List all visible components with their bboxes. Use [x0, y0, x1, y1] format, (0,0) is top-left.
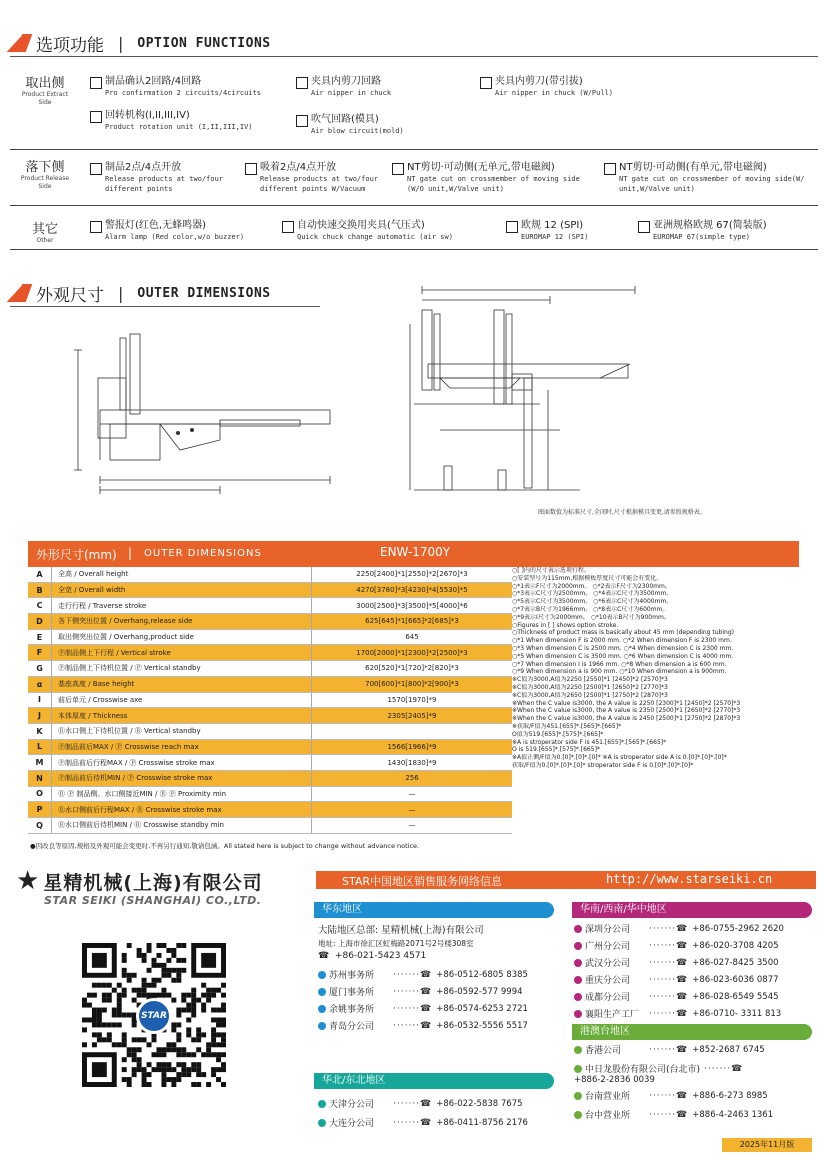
bullet-icon — [574, 942, 582, 950]
checkbox[interactable] — [480, 77, 492, 89]
dimension-desc: Ⓟ制品侧上下待机位置 / Ⓟ Vertical standby — [52, 661, 312, 676]
note-line: ○[ ]内的尺寸表示选项行程。 — [512, 567, 590, 574]
model-name: ENW-1700Y — [380, 545, 451, 559]
dimension-key: B — [28, 583, 52, 598]
dimension-key: J — [28, 708, 52, 723]
dimension-desc: 本体厚度 / Thickness — [52, 708, 312, 723]
office-name: 台南营业所 — [585, 1092, 631, 1102]
office-row — [574, 939, 779, 952]
dimension-desc: 取出侧突出位置 / Overhang,product side — [52, 630, 312, 645]
dimension-desc: 基座高度 / Base height — [52, 677, 312, 692]
dimension-key: C — [28, 598, 52, 613]
option-item[interactable]: NT剪切·可动侧(有单元,带电磁阀) NT gate cut on crossmember of moving side(W/ unit,W/Valve unit) — [604, 162, 804, 194]
dimension-value: 2250[2400]*1[2550]*2[2670]*3 — [356, 570, 468, 579]
office-tel: +886-4-2463 1361 — [692, 1109, 774, 1120]
bullet-icon — [574, 1046, 582, 1054]
dimension-key: N — [28, 771, 52, 786]
dimension-key: A — [28, 567, 52, 582]
dimension-key: I — [28, 693, 52, 708]
dimension-key: E — [28, 630, 52, 645]
dimension-key: L — [28, 740, 52, 755]
checkbox[interactable] — [296, 115, 308, 127]
dimension-value: — — [408, 821, 416, 830]
note-line: ○*7表示B尺寸为1966mm。 ○*8表示C尺寸为600mm。 — [512, 605, 669, 613]
note-line: ※When the C value is3000, the A value is 2350 [2500]*1 [2650]*2 [2770]*3 — [512, 707, 741, 715]
office-row — [574, 1007, 781, 1020]
dimension-key: F — [28, 645, 52, 660]
office-row — [574, 990, 779, 1003]
section-mark-icon — [10, 32, 32, 54]
company-name-en: STAR SEIKI (SHANGHAI) CO.,LTD. — [44, 894, 262, 907]
dimension-value: 2305[2405]*9 — [387, 711, 437, 720]
dimension-value: 1700[2000]*1[2300]*2[2500]*3 — [356, 648, 468, 657]
dimension-row — [28, 818, 512, 834]
note-line: ※C值为3000,A值为2250 [2500]*1 [2650]*2 [2770]*3 — [512, 683, 668, 691]
note-line: ※获取/F值为451.[655]*.[565]*.[665]* — [512, 722, 622, 730]
office-name: 广州分公司 — [585, 942, 631, 952]
note-line: ○*5表示C尺寸为3500mm。 ○*6表示C尺寸为4000mm。 — [512, 598, 673, 606]
dimension-row — [28, 724, 512, 740]
dimension-desc: 全高 / Overall height — [52, 567, 312, 582]
bullet-icon — [574, 1092, 582, 1100]
side-view-drawing — [70, 330, 340, 500]
office-name: 青岛分公司 — [329, 1022, 375, 1032]
option-section-header: 选项功能 | OPTION FUNCTIONS — [10, 30, 271, 56]
front-view-drawing — [400, 280, 650, 510]
dimension-desc: Ⓡ Ⓟ 制品侧、水口侧接近MIN / Ⓡ Ⓟ Proximity min — [52, 787, 312, 802]
dimension-desc: Ⓟ制品前后待机MIN / Ⓟ Crosswise stroke max — [52, 771, 312, 786]
dimension-desc: Ⓡ水口侧前后行程MAX / Ⓡ Crosswise stroke max — [52, 802, 312, 817]
office-tel: +86-020-3708 4205 — [692, 940, 779, 951]
office-row — [574, 956, 779, 969]
phone-icon: ·······☎ — [393, 1117, 433, 1128]
dimension-key: K — [28, 724, 52, 739]
bullet-icon — [318, 1005, 326, 1013]
dimension-table-header: 外形尺寸(mm) | OUTER DIMENSIONS ENW-1700Y — [28, 541, 799, 567]
option-title-cn: 选项功能 — [36, 35, 104, 56]
office-name: 台中营业所 — [585, 1111, 631, 1121]
office-tel: +86-0532-5556 5517 — [436, 1020, 528, 1031]
phone-icon: ·······☎ — [649, 1008, 689, 1019]
bullet-icon — [318, 988, 326, 996]
bullet-icon — [318, 1100, 326, 1108]
company-logo — [16, 866, 263, 896]
dimension-value: 625[645]*1[665]*2[685]*3 — [365, 617, 459, 626]
dimension-key: O — [28, 787, 52, 802]
office-row — [318, 1002, 528, 1015]
dimension-value: 645 — [405, 633, 419, 642]
option-item[interactable]: 回转机构(I,II,III,IV) Product rotation unit (I,II,III,IV) — [90, 110, 253, 132]
office-name: 苏州事务所 — [329, 971, 375, 981]
dimension-value: 1570[1970]*9 — [387, 695, 437, 704]
office-tel: +86-0710- 3311 813 — [692, 1008, 782, 1019]
office-tel: +86-0755-2962 2620 — [692, 923, 784, 934]
dimension-desc: 全宽 / Overall width — [52, 583, 312, 598]
phone-icon: ·······☎ — [649, 957, 689, 968]
dimension-row — [28, 583, 512, 599]
phone-icon: ·······☎ — [393, 986, 433, 997]
office-row — [574, 922, 784, 935]
dimension-value: 700[600]*1[800]*2[900]*3 — [365, 680, 459, 689]
bullet-icon — [574, 925, 582, 933]
dimension-desc: 前后单元 / Crosswise axe — [52, 693, 312, 708]
dimension-key: D — [28, 614, 52, 629]
office-row — [574, 1089, 768, 1102]
bullet-icon — [318, 1022, 326, 1030]
note-line: ※A值正侧/F值为0.[0]*.[0]*.[0]* ※A is stroperator side A is 0.[0]*.[0]*.[0]* — [512, 754, 727, 762]
dimension-value: 3000[2500]*3[3500]*5[4000]*6 — [356, 601, 468, 610]
region-north-header: 华北/东北地区 — [314, 1073, 554, 1089]
phone-icon: ·······☎ — [704, 1063, 744, 1074]
dimension-key: Q — [28, 818, 52, 833]
dimension-notes — [512, 567, 802, 770]
office-row — [574, 1062, 804, 1085]
checkbox[interactable] — [90, 163, 102, 175]
network-title-bar: STAR中国地区销售服务网络信息 http://www.starseiki.cn — [316, 871, 816, 889]
checkbox[interactable] — [282, 221, 294, 233]
option-row-other: 其它 Other 警报灯(红色,无蜂鸣器) Alarm lamp (Red color,w/o buzzer) 自动快速交换用夹具(气压式) Quick chuck change automatic (air sw) 欧规 12 (SPI) EUROMAP 12 (SPI) 亚洲规格欧规 67(简装版) EUROMAP 67(simple type) — [10, 206, 818, 250]
office-row — [318, 968, 528, 981]
office-row — [574, 973, 779, 986]
dimension-row — [28, 567, 512, 583]
dimension-key: P — [28, 802, 52, 817]
checkbox[interactable] — [90, 77, 102, 89]
dimension-value: 620[520]*1[720]*2[820]*3 — [365, 664, 459, 673]
note-line: ○*3 When dimension C is 2500 mm. ○*4 When dimension C is 2300 mm. — [512, 644, 734, 652]
checkbox[interactable] — [90, 111, 102, 123]
option-item[interactable]: 夹具内剪刀(带引拔) Air nipper in chuck (W/Pull) — [480, 76, 613, 98]
office-tel: +852-2687 6745 — [692, 1044, 765, 1055]
option-item[interactable]: 自动快速交换用夹具(气压式) Quick chuck change automatic (air sw) — [282, 220, 453, 242]
dimension-value: 1430[1830]*9 — [387, 758, 437, 767]
dimension-row — [28, 740, 512, 756]
dimension-row — [28, 755, 512, 771]
dimension-value: 4270[3780]*3[4230]*4[5530]*5 — [356, 586, 468, 595]
option-item[interactable]: 制品2点/4点开放 Release products at two/four different points — [90, 162, 223, 194]
note-line: ○*9表示I尺寸为2000mm。 ○*10表示B尺寸为900mm。 — [512, 613, 670, 621]
checkbox[interactable] — [506, 221, 518, 233]
checkbox[interactable] — [90, 221, 102, 233]
option-item[interactable]: NT剪切·可动侧(无单元,带电磁阀) NT gate cut on crossmember of moving side (W/O unit,W/Valve unit) — [392, 162, 580, 194]
office-row — [318, 1116, 528, 1129]
dimension-row — [28, 771, 512, 787]
office-row — [318, 1019, 528, 1032]
phone-icon: ·······☎ — [649, 991, 689, 1002]
option-title-en: OPTION FUNCTIONS — [137, 35, 271, 51]
dimension-row — [28, 708, 512, 724]
note-line: ○*1表示F尺寸为2000mm。 ○*2表示F尺寸为2300mm。 — [512, 582, 671, 590]
bullet-icon — [574, 993, 582, 1001]
office-name: 余姚事务所 — [329, 1005, 375, 1015]
divider — [10, 56, 818, 57]
option-item[interactable]: 欧规 12 (SPI) EUROMAP 12 (SPI) — [506, 220, 588, 242]
dimension-desc: Ⓡ水口侧前后待机MIN / Ⓡ Crosswise standby min — [52, 818, 312, 833]
office-row — [318, 985, 523, 998]
dimension-row — [28, 598, 512, 614]
outer-section-header: 外观尺寸 | OUTER DIMENSIONS — [10, 280, 271, 306]
option-item[interactable]: 吸着2点/4点开放 Release products at two/four different points W/Vacuum — [245, 162, 378, 194]
office-tel: +886-6-273 8985 — [692, 1090, 768, 1101]
change-notice: ●因改良等原因,规格及外观可能会变更时,不再另行通知,敬请包涵。All stated here is subject to change without advance notice. — [30, 842, 420, 850]
option-item[interactable]: 吹气回路(模具) Air blow circuit(mold) — [296, 114, 404, 136]
phone-icon: ·······☎ — [649, 1044, 689, 1055]
note-line: ※When the C value is3000, the A value is 2450 [2500]*1 [2750]*2 [2870]*3 — [512, 715, 741, 723]
note-line: ○*3表示C尺寸为2500mm。 ○*4表示C尺寸为3500mm。 — [512, 590, 673, 598]
note-line: ※When the C value is3000, the A value is 2250 [2300]*1 [2450]*2 [2570]*3 — [512, 699, 741, 707]
qr-badge: STAR — [136, 998, 172, 1034]
option-item[interactable]: 亚洲规格欧规 67(简装版) EUROMAP 67(simple type) — [638, 220, 767, 242]
note-line: ○Figures in [ ] shows option stroke. — [512, 621, 619, 629]
dimension-table — [28, 567, 512, 834]
dimension-value: — — [408, 805, 416, 814]
dimension-desc: 各下侧突出位置 / Overhang,release side — [52, 614, 312, 629]
hq-name: 大陆地区总部: 星精机械(上海)有限公司 — [318, 925, 484, 936]
dimension-desc: Ⓟ制品侧上下行程 / Vertical stroke — [52, 645, 312, 660]
phone-icon: ·······☎ — [649, 974, 689, 985]
checkbox[interactable] — [296, 77, 308, 89]
office-tel: +86-0574-6253 2721 — [436, 1003, 528, 1014]
office-row — [574, 1108, 773, 1121]
note-line: ○*1 When dimension F is 2000 mm. ○*2 When dimension F is 2300 mm. — [512, 637, 732, 645]
bullet-icon — [574, 1065, 582, 1073]
dimension-row — [28, 802, 512, 818]
hq-address: 地址: 上海市徐汇区虹梅路2071号2号楼308室 — [318, 939, 474, 948]
region-hkmt-header: 港澳台地区 — [572, 1024, 812, 1040]
dimension-row — [28, 693, 512, 709]
checkbox[interactable] — [638, 221, 650, 233]
office-tel: +86-027-8425 3500 — [692, 957, 779, 968]
office-row — [574, 1043, 765, 1056]
office-name: 武汉分公司 — [585, 959, 631, 969]
dimension-row — [28, 677, 512, 693]
dimension-row — [28, 661, 512, 677]
office-tel: +86-023-6036 0877 — [692, 974, 779, 985]
note-line: O is 519.[655]*.[575]*.[665]* — [512, 746, 600, 754]
bullet-icon — [318, 1119, 326, 1127]
office-tel: +86-022-5838 7675 — [436, 1098, 523, 1109]
website-link[interactable]: http://www.starseiki.cn — [606, 872, 773, 886]
dimension-desc: Ⓟ制品前后MAX / Ⓟ Crosswise reach max — [52, 740, 312, 755]
phone-icon: ·······☎ — [649, 923, 689, 934]
option-row-extract: 取出侧 Product Extract Side 制品确认2回路/4回路 Pro confirmation 2 circuits/4circuits 夹具内剪刀回路 Air nipper in chuck 夹具内剪刀(带引拔) Air nipper in chuck (W/Pull) 回转机构(I,II,III,IV) Product rotation unit (I,II,III,IV) 吹气回路(模具) Air blow circuit(mold) — [10, 58, 818, 150]
office-name: 天津分公司 — [329, 1100, 375, 1110]
dimension-value: 1566[1966]*9 — [387, 742, 437, 751]
office-name: 厦门事务所 — [329, 988, 375, 998]
dimension-value: — — [408, 789, 416, 798]
star-logo-icon: ★ — [16, 866, 40, 896]
checkbox[interactable] — [245, 163, 257, 175]
bullet-icon — [574, 976, 582, 984]
office-name: 中日龙股份有限公司(台北市) — [585, 1065, 701, 1075]
edition-badge: 2025年11月版 — [722, 1138, 812, 1152]
checkbox[interactable] — [392, 163, 404, 175]
note-line: ※C值为3000,A值为2650 [2500]*1 [2750]*2 [2870]*3 — [512, 691, 668, 699]
note-line: O值为519.[655]*.[575]*.[665]* — [512, 730, 604, 738]
office-tel: +86-028-6549 5545 — [692, 991, 779, 1002]
option-row-release: 落下侧 Product Release Side 制品2点/4点开放 Release products at two/four different points 吸着2点/4点开放 Release products at two/four different points W/Vacuum NT剪切·可动侧(无单元,带电磁阀) NT gate cut on crossmember of moving side (W/O unit,W/Valve unit) NT剪切·可动侧(有单元,带电磁阀) NT gate cut on crossmember of moving side(W/ unit,W/Valve unit) — [10, 150, 818, 206]
company-name-cn: 星精机械(上海)有限公司 — [43, 871, 263, 894]
checkbox[interactable] — [604, 163, 616, 175]
dimension-row — [28, 645, 512, 661]
drawing-caption: 图面数值为标准尺寸,全闭时,尺寸根据模具变更,请参照规格表。 — [538, 509, 706, 516]
dimension-key: α — [28, 677, 52, 692]
note-line: ※C值为3000,A值为2250 [2550]*1 [2450]*2 [2570]*3 — [512, 676, 668, 684]
phone-icon: ·······☎ — [393, 1098, 433, 1109]
office-name: 深圳分公司 — [585, 925, 631, 935]
region-south-header: 华南/西南/华中地区 — [572, 902, 812, 918]
dimension-desc: Ⓟ制品前后行程MAX / Ⓟ Crosswise stroke max — [52, 755, 312, 770]
phone-icon: ·······☎ — [649, 1090, 689, 1101]
bullet-icon — [574, 1010, 582, 1018]
phone-icon: ·······☎ — [393, 1003, 433, 1014]
phone-icon: ·······☎ — [393, 969, 433, 980]
dimension-desc: Ⓡ水口侧上下待机位置 / Ⓡ Vertical standby — [52, 724, 312, 739]
note-line: ○Thickness of product mass is basically about 45 mm (depending tubing) — [512, 629, 734, 637]
office-name: 大连分公司 — [329, 1119, 375, 1129]
phone-icon: ·······☎ — [649, 1109, 689, 1120]
option-item[interactable]: 警报灯(红色,无蜂鸣器) Alarm lamp (Red color,w/o buzzer) — [90, 220, 244, 242]
option-item[interactable]: 制品确认2回路/4回路 Pro confirmation 2 circuits/4circuits — [90, 76, 261, 98]
dimension-value: 256 — [405, 774, 419, 783]
hq-tel: ☎ +86-021-5423 4571 — [318, 951, 427, 961]
office-tel: +86-0411-8756 2176 — [436, 1117, 528, 1128]
bullet-icon — [574, 1111, 582, 1119]
section-mark-icon — [10, 282, 32, 304]
office-name: 香港公司 — [585, 1046, 622, 1056]
note-line: ※A is stroperator side F is 451.[655]*.[565]*.[665]* — [512, 738, 667, 746]
note-line: 获取/F值为0.[0]*.[0]*.[0]* stroperator side F is 0.[0]*.[0]*.[0]* — [512, 761, 694, 769]
phone-icon: ·······☎ — [649, 940, 689, 951]
dimension-desc: 走行行程 / Traverse stroke — [52, 598, 312, 613]
bullet-icon — [574, 959, 582, 967]
dimension-row — [28, 614, 512, 630]
office-tel: +86-0592-577 9994 — [436, 986, 523, 997]
note-line: ○*7 When dimension I is 1966 mm. ○*8 When dimension a is 600 mm. — [512, 660, 727, 668]
region-east-header: 华东地区 — [314, 902, 554, 918]
note-line: ○*5 When dimension C is 3500 mm. ○*6 When dimension C is 4000 mm. — [512, 652, 734, 660]
dimension-key: M — [28, 755, 52, 770]
office-name: 重庆分公司 — [585, 976, 631, 986]
dimension-row — [28, 787, 512, 803]
office-name: 成都分公司 — [585, 993, 631, 1003]
office-name: 襄阳生产工厂 — [585, 1010, 640, 1020]
dimension-row — [28, 630, 512, 646]
dimension-key: G — [28, 661, 52, 676]
divider — [10, 306, 320, 307]
office-tel: +86-0512-6805 8385 — [436, 969, 528, 980]
office-row — [318, 1097, 523, 1110]
bullet-icon — [318, 971, 326, 979]
option-item[interactable]: 夹具内剪刀回路 Air nipper in chuck — [296, 76, 391, 98]
note-line: ○*9 When dimension a is 900 mm. ○*10 When dimension a is 900mm. — [512, 668, 727, 676]
note-line: ○安装型号为115mm,根据模板厚度尺寸可能会有变化。 — [512, 574, 663, 582]
phone-icon: ·······☎ — [393, 1020, 433, 1031]
office-tel: +886-2-2836 0039 — [574, 1075, 655, 1085]
